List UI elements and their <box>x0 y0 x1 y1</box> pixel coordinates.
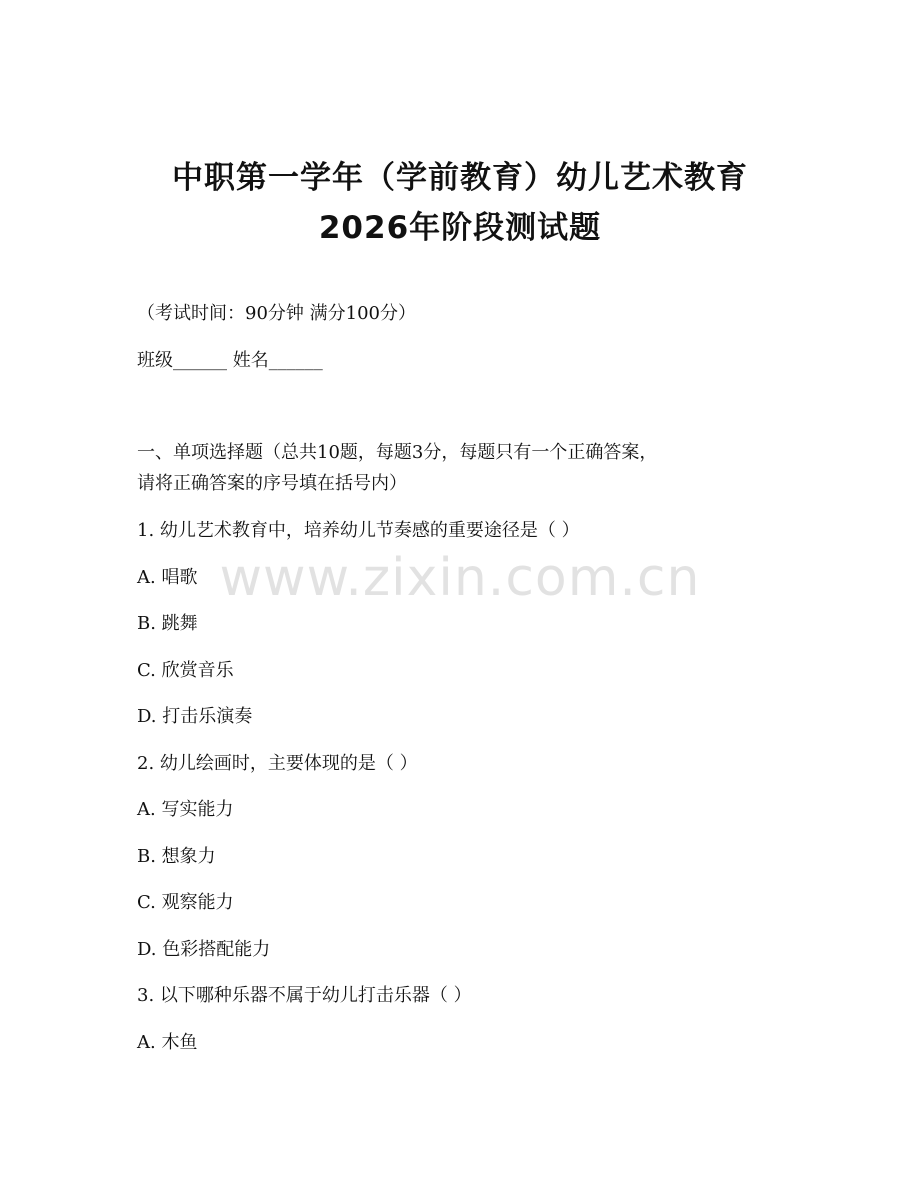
question-1-option-b: B. 跳舞 <box>137 613 198 634</box>
title-line-2: 2026年阶段测试题 <box>318 210 602 246</box>
question-1-option-a: A. 唱歌 <box>137 567 198 588</box>
section-heading-line-2: 请将正确答案的序号填在括号内） <box>137 473 407 494</box>
question-2-option-c: C. 观察能力 <box>137 892 234 913</box>
exam-info: （考试时间：90分钟 满分100分） <box>137 303 416 324</box>
question-1-option-d: D. 打击乐演奏 <box>137 706 253 727</box>
watermark: www.zixin.com.cn <box>219 548 701 608</box>
question-2-option-b: B. 想象力 <box>137 846 216 867</box>
question-2-option-d: D. 色彩搭配能力 <box>137 939 271 960</box>
question-1-option-c: C. 欣赏音乐 <box>137 660 234 681</box>
question-3-stem: 3. 以下哪种乐器不属于幼儿打击乐器（ ） <box>137 985 472 1006</box>
question-2-stem: 2. 幼儿绘画时，主要体现的是（ ） <box>137 753 418 774</box>
question-1-stem: 1. 幼儿艺术教育中，培养幼儿节奏感的重要途径是（ ） <box>137 520 580 541</box>
class-name-line: 班级______ 姓名______ <box>137 350 323 371</box>
section-heading-line-1: 一、单项选择题（总共10题，每题3分，每题只有一个正确答案， <box>137 442 658 463</box>
question-2-option-a: A. 写实能力 <box>137 799 234 820</box>
question-3-option-a: A. 木鱼 <box>137 1032 198 1053</box>
title-line-1: 中职第一学年（学前教育）幼儿艺术教育 <box>172 160 748 196</box>
